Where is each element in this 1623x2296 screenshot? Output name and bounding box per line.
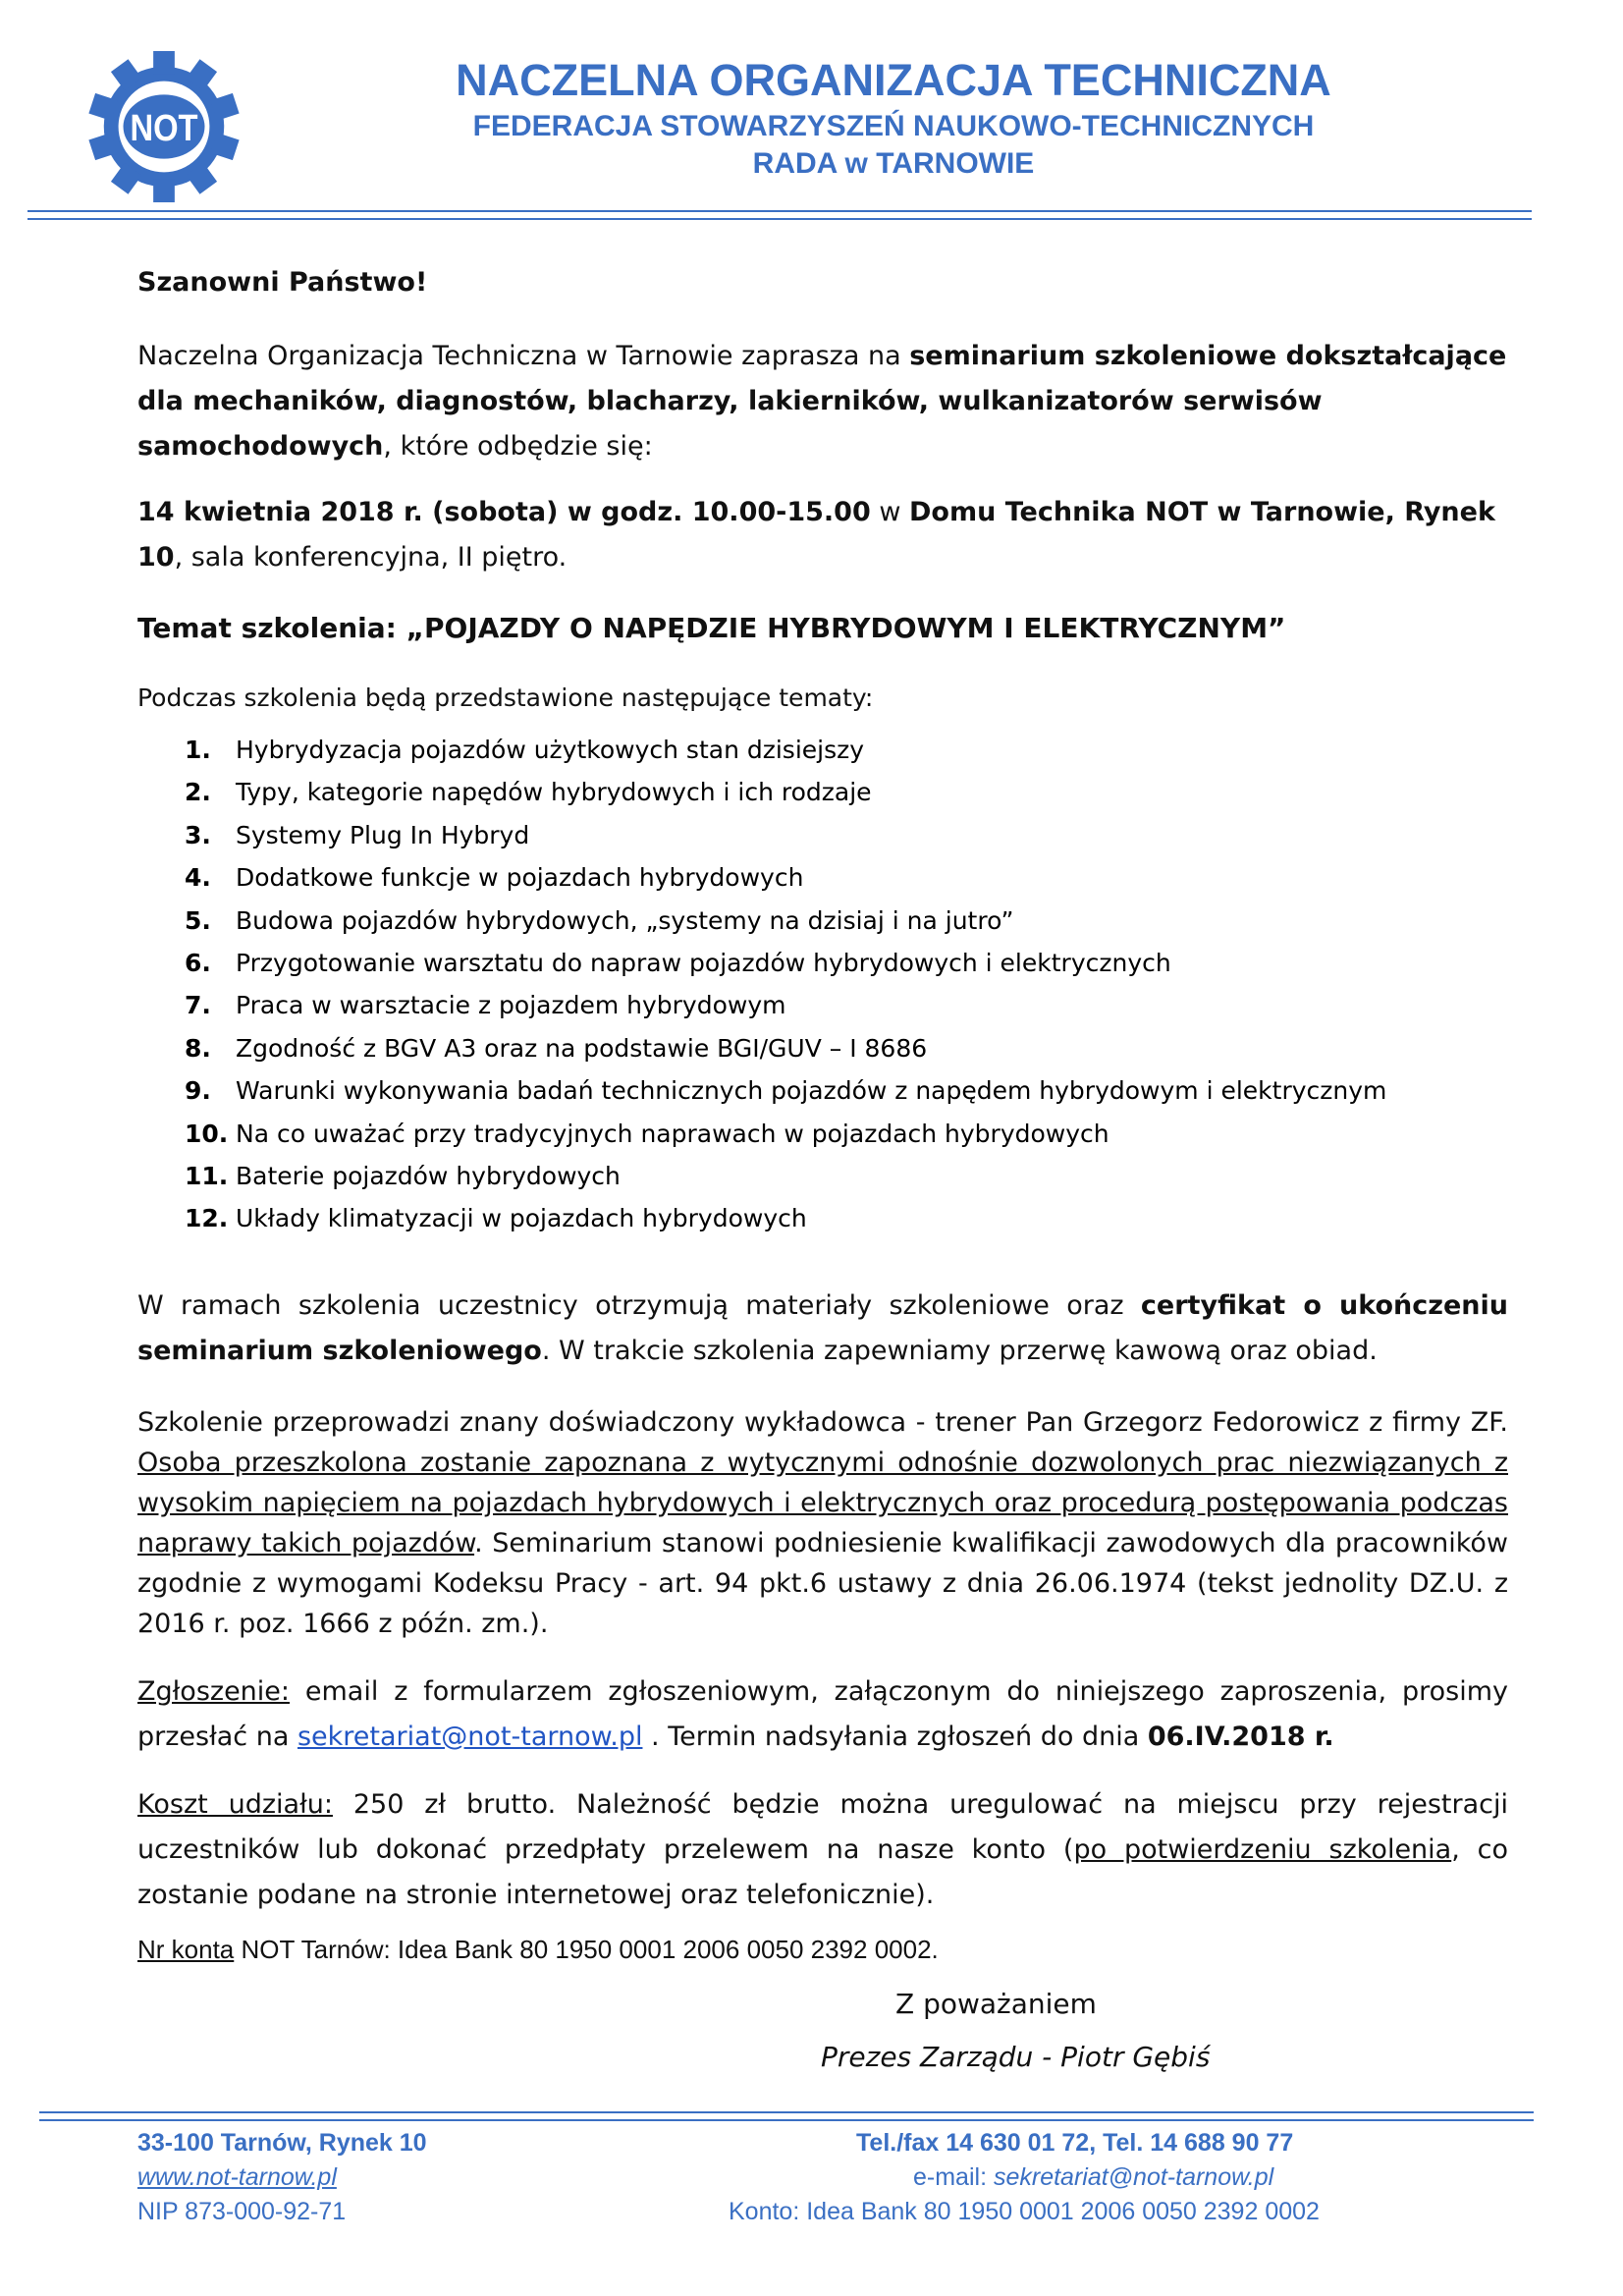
certificate-text: W ramach szkolenia uczestnicy otrzymują materiały szkoleniowe oraz — [137, 1290, 1141, 1321]
registration-text: email z formularzem zgłoszeniowym, załączonym do niniejszego zaproszenia, prosimy przesłać na — [137, 1676, 1508, 1752]
topic-heading — [137, 606, 1508, 651]
footer-rule-bottom — [39, 2119, 1534, 2121]
federation-name: FEDERACJA STOWARZYSZEŃ NAUKOWO-TECHNICZNYCH — [472, 110, 1315, 142]
certificate-paragraph — [137, 1284, 1508, 1374]
intro-text-end: , które odbędzie się: — [383, 431, 653, 462]
when-connector: w — [870, 497, 909, 527]
certificate-bold: certyfikat o ukończeniu seminarium szkoleniowego — [137, 1290, 1508, 1366]
topic-number: 3. — [185, 820, 211, 849]
topic-label: Temat szkolenia: — [137, 612, 406, 644]
topic-text: Zgodność z BGV A3 oraz na podstawie BGI/GUV – I 8686 — [236, 1033, 928, 1063]
account-line — [137, 1927, 1508, 1972]
topic-number: 1. — [185, 736, 211, 764]
org-name: NACZELNA ORGANIZACJA TECHNICZNA — [456, 55, 1331, 105]
topic-text: Warunki wykonywania badań technicznych pojazdów z napędem hybrydowym i elektrycznym — [236, 1076, 1387, 1106]
topic-number: 5. — [185, 905, 211, 935]
trainer-paragraph — [137, 1402, 1508, 1644]
footer-website-link[interactable]: www.not-tarnow.pl — [137, 2163, 337, 2191]
topic-number: 7. — [185, 991, 211, 1020]
topic-text: Baterie pojazdów hybrydowych — [236, 1162, 621, 1190]
certificate-text-end: . W trakcie szkolenia zapewniamy przerwę kawową oraz obiad. — [541, 1336, 1378, 1366]
account-text: NOT Tarnów: Idea Bank 80 1950 0001 2006 0050 2392 0002. — [234, 1935, 939, 1964]
topic-text: Na co uważać przy tradycyjnych naprawach w pojazdach hybrydowych — [236, 1119, 1109, 1148]
trainer-underlined: Osoba przeszkolona zostanie zapoznana z wytycznymi odnośnie dozwolonych prac niezwiązanych z wysokim napięciem na pojazdach hybrydowych i elektrycznych oraz procedurą postępowania podczas naprawy takich pojazdów — [137, 1448, 1508, 1558]
account-label: Nr konta — [137, 1935, 235, 1964]
footer-phone: Tel./fax 14 630 01 72, Tel. 14 688 90 77 — [856, 2129, 1294, 2157]
cost-text: 250 zł brutto. Należność będzie można uregulować na miejscu przy rejestracji uczestników lub dokonać przedpłaty przelewem na nasze konto ( — [137, 1789, 1508, 1865]
intro-paragraph — [137, 334, 1508, 469]
registration-text-2: . Termin nadsyłania zgłoszeń do dnia — [642, 1722, 1148, 1752]
topic-number: 4. — [185, 863, 211, 893]
cost-label: Koszt udziału: — [137, 1789, 333, 1820]
intro-seminar-bold: seminarium szkoleniowe dokształcające dla mechaników, diagnostów, blacharzy, lakierników, wulkanizatorów serwisów samochodowych — [137, 341, 1507, 462]
when-paragraph — [137, 490, 1508, 580]
event-place: Domu Technika NOT w Tarnowie, Rynek 10 — [137, 497, 1495, 573]
topic-text: Praca w warsztacie z pojazdem hybrydowym — [236, 991, 786, 1020]
topic-text: Typy, kategorie napędów hybrydowych i ich rodzaje — [236, 778, 872, 807]
footer-email-label: e-mail: — [913, 2163, 994, 2191]
event-room: , sala konferencyjna, II piętro. — [174, 542, 568, 573]
topic-text: Dodatkowe funkcje w pojazdach hybrydowych — [236, 863, 804, 893]
logo-text: NOT — [130, 106, 198, 148]
topic-text: Hybrydyzacja pojazdów użytkowych stan dzisiejszy — [236, 736, 865, 764]
registration-deadline: 06.IV.2018 r. — [1147, 1722, 1334, 1752]
footer-rule-top — [39, 2111, 1534, 2113]
topic-list — [137, 731, 1508, 1241]
topic-text: Budowa pojazdów hybrydowych, „systemy na dzisiaj i na jutro” — [236, 905, 1014, 935]
topic-number: 2. — [185, 778, 211, 807]
cost-text-end: , co zostanie podane na stronie internetowej oraz telefonicznie). — [137, 1834, 1509, 1910]
topic-number: 10. — [185, 1119, 229, 1148]
topic-number: 8. — [185, 1033, 211, 1063]
topic-text: Przygotowanie warsztatu do napraw pojazdów hybrydowych i elektrycznych — [236, 949, 1171, 977]
footer-email-line — [913, 2163, 1273, 2192]
footer-bank: Konto: Idea Bank 80 1950 0001 2006 0050 2392 0002 — [729, 2198, 1320, 2225]
cost-underlined: po potwierdzeniu szkolenia — [1073, 1834, 1452, 1865]
signature: Prezes Zarządu - Piotr Gębiś — [821, 2041, 1211, 2073]
topic-number: 6. — [185, 949, 211, 977]
event-date: 14 kwietnia 2018 r. (sobota) w godz. 10.00-15.00 — [137, 497, 871, 527]
topic-number: 9. — [185, 1076, 211, 1106]
topic-text: Układy klimatyzacji w pojazdach hybrydowych — [236, 1204, 807, 1233]
cost-paragraph — [137, 1782, 1508, 1918]
trainer-text-end: . Seminarium stanowi podniesienie kwalifikacji zawodowych dla pracowników zgodnie z wymogami Kodeksu Pracy - art. 94 pkt.6 ustawy z dnia 26.06.1974 (tekst jednolity DZ.U. z 2016 r. poz. 1666 z późn. zm.). — [137, 1528, 1508, 1639]
topic-number: 11. — [185, 1162, 229, 1190]
topic-number: 12. — [185, 1204, 229, 1233]
council-name: RADA w TARNOWIE — [752, 147, 1035, 180]
closing: Z poważaniem — [895, 1988, 1097, 2020]
header-rule-top — [27, 210, 1532, 212]
topic-title: „POJAZDY O NAPĘDZIE HYBRYDOWYM I ELEKTRYCZNYM” — [406, 612, 1286, 644]
header-rule-bottom — [27, 218, 1532, 220]
greeting: Szanowni Państwo! — [137, 267, 428, 298]
registration-paragraph — [137, 1669, 1508, 1760]
registration-email-link[interactable]: sekretariat@not-tarnow.pl — [297, 1722, 643, 1752]
footer-email-link[interactable]: sekretariat@not-tarnow.pl — [993, 2163, 1274, 2191]
registration-label: Zgłoszenie: — [137, 1676, 290, 1707]
trainer-text: Szkolenie przeprowadzi znany doświadczony wykładowca - trener Pan Grzegorz Fedorowicz z firmy ZF. — [137, 1407, 1508, 1438]
footer-nip: NIP 873-000-92-71 — [137, 2198, 347, 2225]
topic-text: Systemy Plug In Hybryd — [236, 820, 530, 849]
intro-text: Naczelna Organizacja Techniczna w Tarnowie zaprasza na — [137, 341, 910, 371]
footer-address: 33-100 Tarnów, Rynek 10 — [137, 2129, 427, 2157]
topics-intro: Podczas szkolenia będą przedstawione następujące tematy: — [137, 683, 874, 712]
